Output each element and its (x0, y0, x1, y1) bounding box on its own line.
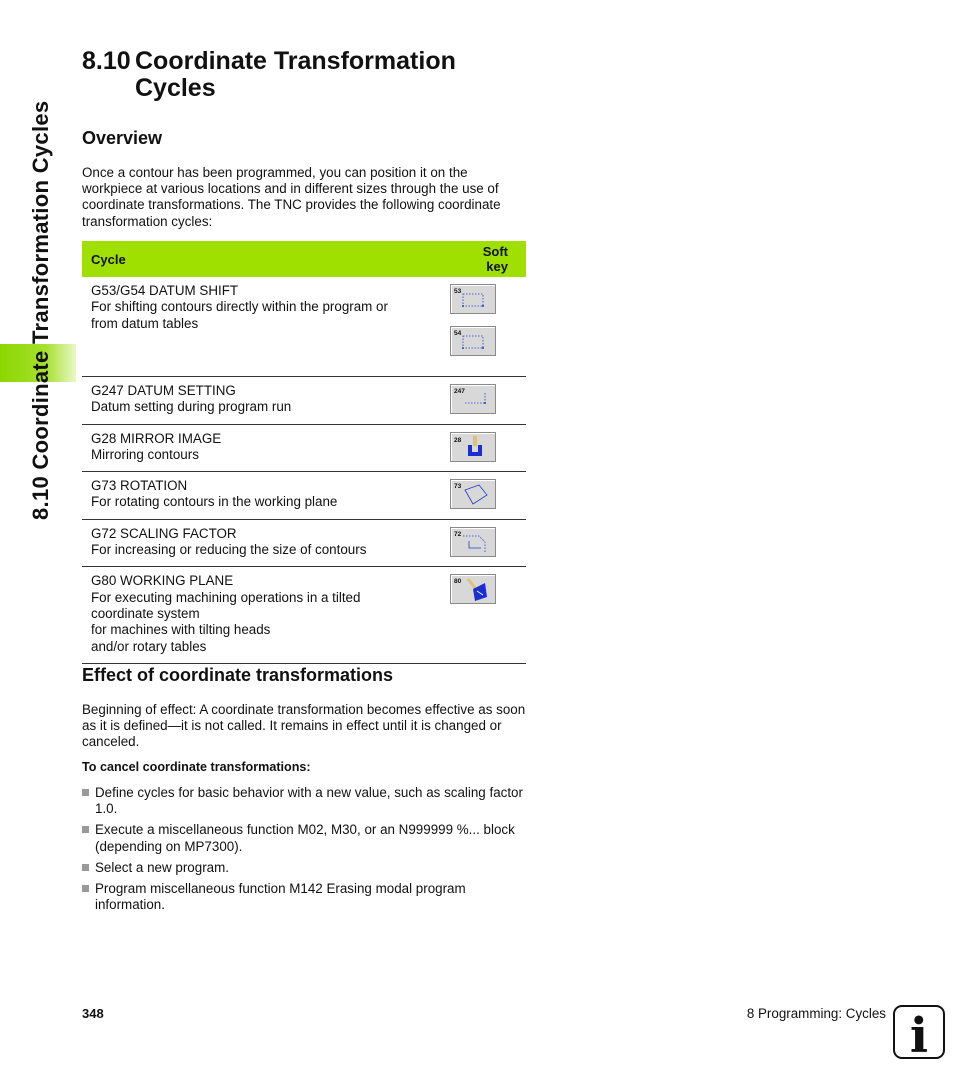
bullet-square-icon (82, 826, 89, 833)
table-row (82, 377, 526, 425)
list-item (82, 860, 527, 876)
cycle-cell (82, 424, 450, 472)
list-item (82, 785, 527, 817)
softkey-cell (450, 277, 526, 377)
mirror-image-softkey-icon[interactable] (450, 432, 496, 462)
softkey-cell (450, 567, 526, 663)
section-number: 8.10 (82, 47, 131, 75)
cycle-desc-line: For shifting contours directly within the program or (91, 299, 388, 315)
softkey-number: 53 (454, 288, 462, 295)
list-item-text: Select a new program. (95, 859, 229, 875)
overview-heading: Overview (82, 128, 163, 148)
cycle-cell (82, 277, 450, 377)
cancel-bullet-list (82, 785, 527, 918)
cycle-name: G80 WORKING PLANE (91, 573, 234, 589)
cycle-table (82, 241, 526, 664)
title-line-1: Coordinate Transformation (135, 47, 456, 75)
title-line-2: Cycles (135, 74, 216, 102)
overview-paragraph: Once a contour has been programmed, you can position it on the workpiece at various locations and in different sizes through the use of coordinate transformations. The TNC provides the following coordinate transformation cycles: (82, 165, 501, 229)
table-row (82, 424, 526, 472)
bullet-square-icon (82, 864, 89, 871)
info-icon (893, 1005, 945, 1059)
cycle-name: G53/G54 DATUM SHIFT (91, 283, 239, 298)
cycle-cell (82, 472, 450, 520)
softkey-number: 54 (454, 330, 462, 337)
page-title (82, 48, 456, 102)
info-letter: i (909, 1008, 929, 1057)
cycle-desc-line: For increasing or reducing the size of contours (91, 542, 367, 558)
list-item (82, 822, 527, 854)
softkey-number: 247 (454, 388, 465, 395)
cycle-desc-line: For rotating contours in the working plane (91, 494, 338, 510)
cycle-desc-line: Datum setting during program run (91, 399, 292, 415)
effect-paragraph: Beginning of effect: A coordinate transformation becomes effective as soon as it is defined—it is not called. It remains in effect until it is changed or canceled. (82, 702, 526, 750)
bullet-square-icon (82, 789, 89, 796)
table-row (82, 472, 526, 520)
cycle-desc-line: For executing machining operations in a tilted (91, 589, 361, 605)
cycle-name: G72 SCALING FACTOR (91, 525, 237, 541)
rotation-softkey-icon[interactable] (450, 479, 496, 509)
softkey-number: 72 (454, 530, 462, 538)
table-header-row (82, 241, 526, 277)
table-row (82, 277, 526, 377)
header-cycle: Cycle (82, 241, 450, 277)
datum-shift-54-softkey-icon[interactable] (450, 326, 496, 356)
cancel-label: To cancel coordinate transformations: (82, 760, 311, 774)
cycle-desc-line: for machines with tilting heads (91, 622, 271, 638)
softkey-number: 28 (454, 436, 462, 444)
cycle-desc-line: Mirroring contours (91, 446, 199, 462)
scaling-factor-softkey-icon[interactable] (450, 527, 496, 557)
cycle-desc-line: from datum tables (91, 315, 199, 331)
cycle-cell (82, 567, 450, 663)
list-item (82, 881, 527, 913)
softkey-number: 80 (454, 578, 462, 586)
page-number: 348 (82, 1006, 104, 1021)
datum-shift-53-softkey-icon[interactable] (450, 284, 496, 314)
cycle-name: G247 DATUM SETTING (91, 383, 236, 398)
cycle-name: G73 ROTATION (91, 478, 188, 494)
bullet-square-icon (82, 885, 89, 892)
table-row (82, 567, 526, 663)
list-item-text: Define cycles for basic behavior with a new value, such as scaling factor 1.0. (95, 785, 523, 817)
table-row (82, 519, 526, 567)
cycle-desc-line: coordinate system (91, 605, 200, 621)
sidebar-section-label: 8.10 Coordinate Transformation Cycles (28, 100, 53, 520)
cycle-desc-line: and/or rotary tables (91, 638, 207, 654)
effect-heading: Effect of coordinate transformations (82, 665, 394, 685)
softkey-number: 73 (454, 483, 462, 491)
softkey-cell (450, 472, 526, 520)
cycle-name: G28 MIRROR IMAGE (91, 430, 222, 446)
list-item-text: Execute a miscellaneous function M02, M30, or an N999999 %... block (depending on MP7300). (95, 822, 515, 854)
cycle-cell (82, 377, 450, 425)
cycle-cell (82, 519, 450, 567)
chapter-label: 8 Programming: Cycles (746, 1006, 886, 1021)
working-plane-softkey-icon[interactable] (450, 574, 496, 604)
softkey-cell (450, 377, 526, 425)
datum-setting-softkey-icon[interactable] (450, 384, 496, 414)
softkey-cell (450, 519, 526, 567)
list-item-text: Program miscellaneous function M142 Erasing modal program information. (95, 881, 466, 913)
softkey-cell (450, 424, 526, 472)
header-softkey: Soft key (450, 241, 526, 277)
